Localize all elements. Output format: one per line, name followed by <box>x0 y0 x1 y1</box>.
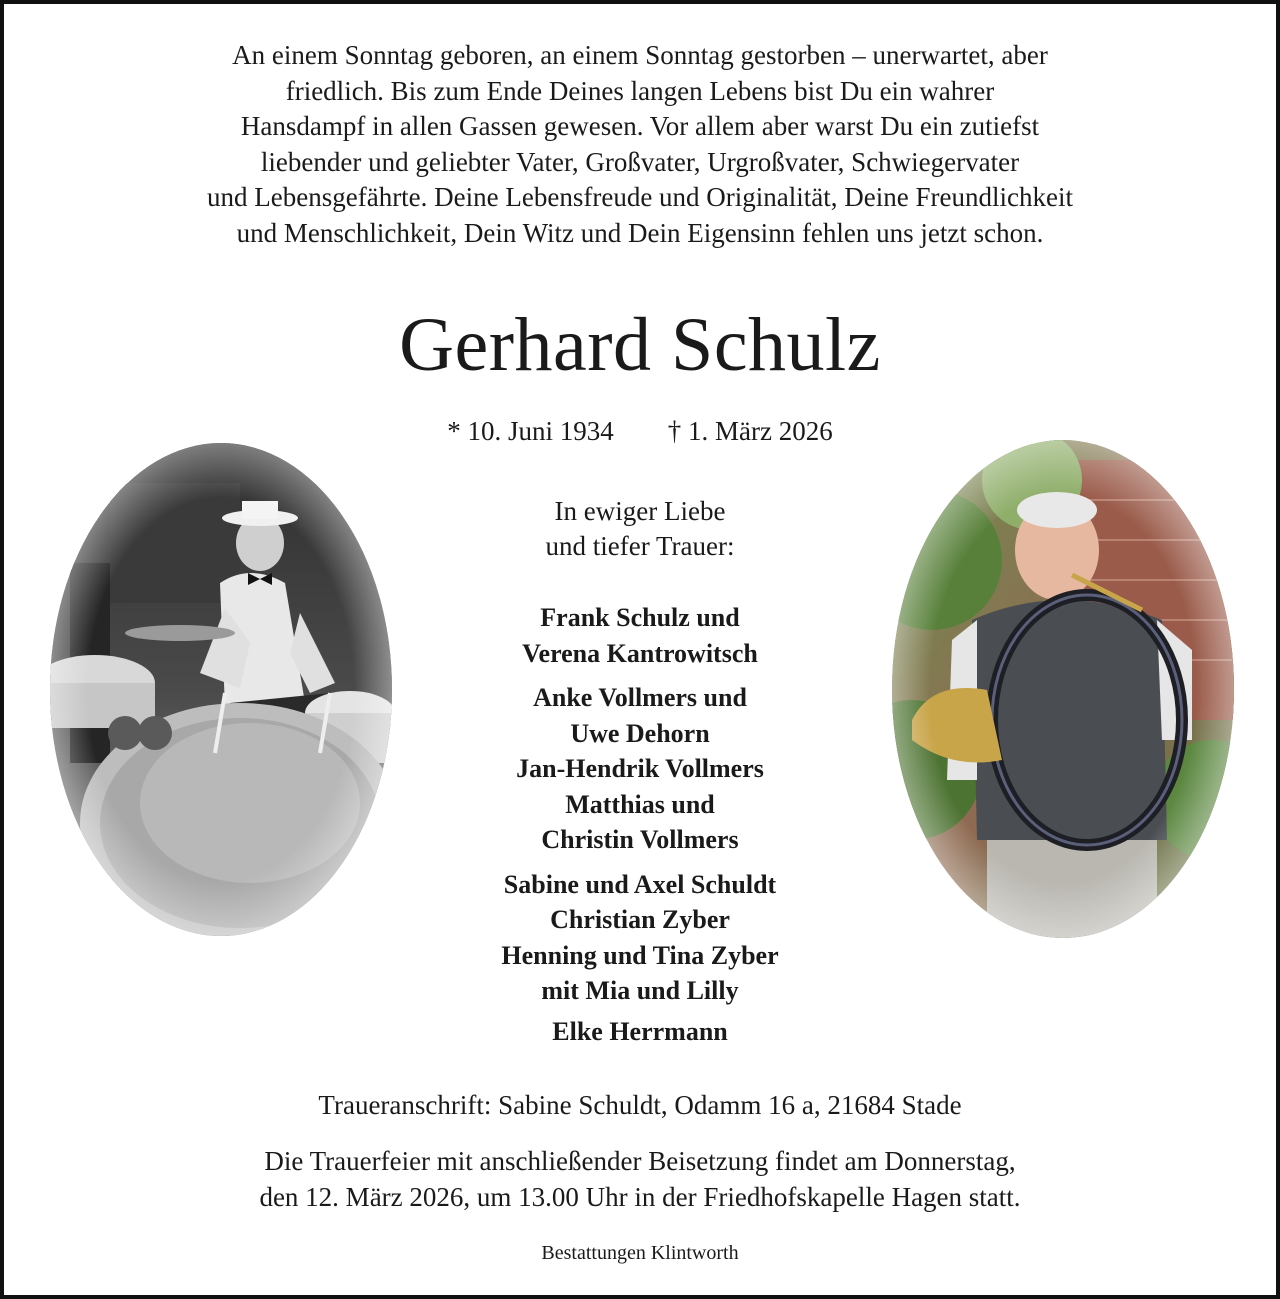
ceremony-info <box>0 1143 1280 1215</box>
subheading-line: In ewiger Liebe <box>554 496 726 526</box>
mourner-name: Christin Vollmers <box>541 825 739 854</box>
mourner-name: Uwe Dehorn <box>570 718 710 748</box>
intro-line: und Lebensgefährte. Deine Lebensfreude und Originalität, Deine Freundlichkeit <box>207 182 1073 212</box>
photo-vignette <box>892 440 1234 938</box>
intro-line: und Menschlichkeit, Dein Witz und Dein Eigensinn fehlen uns jetzt schon. <box>236 217 1044 248</box>
mourning-address: Traueranschrift: Sabine Schuldt, Odamm 16 a, 21684 Stade <box>318 1090 962 1120</box>
mourner-name: Verena Kantrowitsch <box>522 638 758 668</box>
intro-line: An einem Sonntag geboren, an einem Sonntag gestorben – unerwartet, aber <box>232 40 1048 70</box>
mourner-name: Elke Herrmann <box>552 1016 728 1046</box>
mourner-name: Christian Zyber <box>550 905 730 934</box>
mourner-name: Frank Schulz und <box>540 603 740 632</box>
undertaker-name: Bestattungen Klintworth <box>541 1242 739 1264</box>
mourner-name: Sabine und Axel Schuldt <box>503 869 777 899</box>
ceremony-line: den 12. März 2026, um 13.00 Uhr in der Friedhofskapelle Hagen statt. <box>259 1182 1021 1212</box>
mourner-group <box>400 867 880 1009</box>
intro-line: liebender und geliebter Vater, Großvater, Urgroßvater, Schwiegervater <box>260 146 1020 177</box>
mourner-group <box>400 1014 880 1050</box>
mourner-name: Henning und Tina Zyber <box>501 940 779 970</box>
deceased-name: Gerhard Schulz <box>399 303 881 387</box>
intro-text <box>100 38 1180 251</box>
mourner-name: Matthias und <box>565 789 715 819</box>
intro-line: Hansdampf in allen Gassen gewesen. Vor allem aber warst Du ein zutiefst <box>240 111 1040 141</box>
mourner-group <box>400 600 880 671</box>
mourner-name: Anke Vollmers und <box>533 683 747 712</box>
mourner-group <box>400 680 880 858</box>
death-date: † 1. März 2026 <box>667 416 833 446</box>
drummer-photo <box>50 443 392 936</box>
photo-vignette <box>50 443 392 936</box>
ceremony-line: Die Trauerfeier mit anschließender Beisetzung findet am Donnerstag, <box>264 1146 1016 1176</box>
mourning-subheading <box>440 494 840 564</box>
mourner-name: Jan-Hendrik Vollmers <box>516 754 764 783</box>
subheading-line: und tiefer Trauer: <box>545 531 735 561</box>
mourner-name: mit Mia und Lilly <box>541 976 739 1005</box>
birth-date: * 10. Juni 1934 <box>447 416 614 446</box>
horn-player-photo <box>892 440 1234 938</box>
intro-line: friedlich. Bis zum Ende Deines langen Lebens bist Du ein wahrer <box>285 75 995 106</box>
mourners-list <box>400 600 880 1049</box>
